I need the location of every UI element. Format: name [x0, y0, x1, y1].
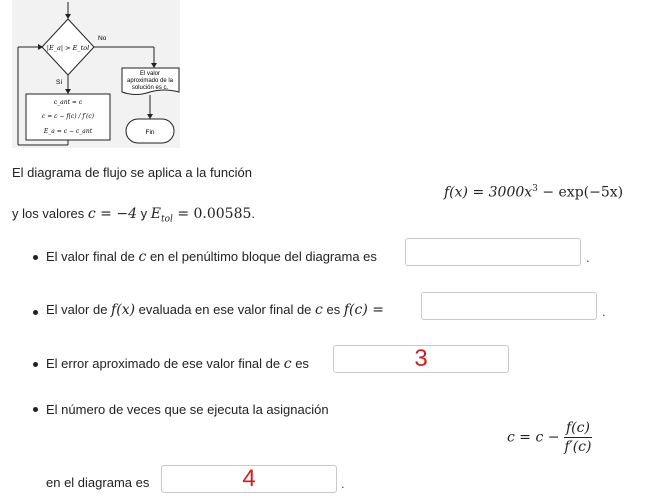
answer-input-q4[interactable]	[161, 465, 337, 493]
q1-period: .	[586, 250, 590, 265]
formula-fraction	[564, 420, 592, 455]
flowchart-diagram	[12, 0, 180, 148]
assignment-formula	[507, 420, 592, 464]
formula-denominator: f′(c)	[564, 439, 592, 455]
bullet-q2	[33, 310, 38, 315]
answer-input-q3[interactable]	[333, 345, 509, 373]
q2-mid: evaluada en ese valor final de	[135, 302, 316, 317]
q2-expr: f(x)	[111, 302, 136, 318]
process-line-3: E_a = c − c_ant	[43, 128, 93, 135]
question-3-text	[46, 356, 309, 372]
no-label: No	[98, 35, 107, 42]
etol-symbol: E	[150, 206, 161, 222]
question-2-text	[46, 302, 384, 318]
values-and: y	[136, 206, 151, 221]
q1-post: en el penúltimo bloque del diagrama es	[146, 249, 377, 264]
formula-lhs: c = c −	[507, 429, 560, 446]
end-label: Fin	[145, 129, 155, 136]
q4-period: .	[341, 476, 345, 491]
formula-numerator: f(c)	[565, 420, 590, 436]
question-4-text: El número de veces que se ejecuta la asignación	[46, 402, 329, 417]
c-initial-value: c = −4	[87, 206, 137, 222]
etol-subscript: tol	[160, 214, 173, 225]
question-1-text	[46, 249, 377, 265]
q3-var: c	[283, 356, 292, 372]
output-line-1: El valor	[139, 71, 161, 77]
intro-text: El diagrama de flujo se aplica a la función	[12, 165, 252, 180]
bullet-q1	[33, 255, 38, 260]
function-rhs: − exp(−5x)	[537, 184, 624, 201]
process-line-2: c = c − f(c) / f′(c)	[41, 113, 95, 120]
q2-post: es	[322, 302, 344, 317]
values-period: .	[251, 206, 256, 221]
answer-input-q1[interactable]	[405, 238, 581, 266]
flowchart-svg	[12, 0, 180, 148]
answer-input-q2[interactable]	[421, 292, 597, 320]
function-equation	[444, 184, 623, 201]
q2-var: c	[315, 302, 323, 318]
q1-var: c	[138, 249, 147, 265]
q1-pre: El valor final de	[46, 249, 139, 264]
question-4-line2: en el diagrama es	[46, 475, 150, 490]
decision-text: |E_a| > E_tol	[46, 44, 90, 52]
si-label: Sí	[56, 79, 63, 86]
q2-fc: f(c) =	[343, 302, 384, 318]
q3-pre: El error aproximado de ese valor final de	[46, 356, 284, 371]
bullet-q4	[33, 407, 38, 412]
etol-value: = 0.00585	[172, 206, 252, 222]
q2-period: .	[602, 304, 606, 319]
q3-post: es	[291, 356, 309, 371]
q2-pre: El valor de	[46, 302, 112, 317]
bullet-q3	[33, 362, 38, 367]
values-line	[12, 206, 255, 225]
process-line-1: c_ant = c	[53, 99, 83, 106]
function-exponent: 3	[532, 184, 538, 194]
values-prefix: y los valores	[12, 206, 88, 221]
function-lhs: f(x) = 3000x	[444, 184, 533, 201]
output-line-3: solución es c.	[131, 85, 169, 91]
output-line-2: aproximado de la	[126, 78, 174, 84]
